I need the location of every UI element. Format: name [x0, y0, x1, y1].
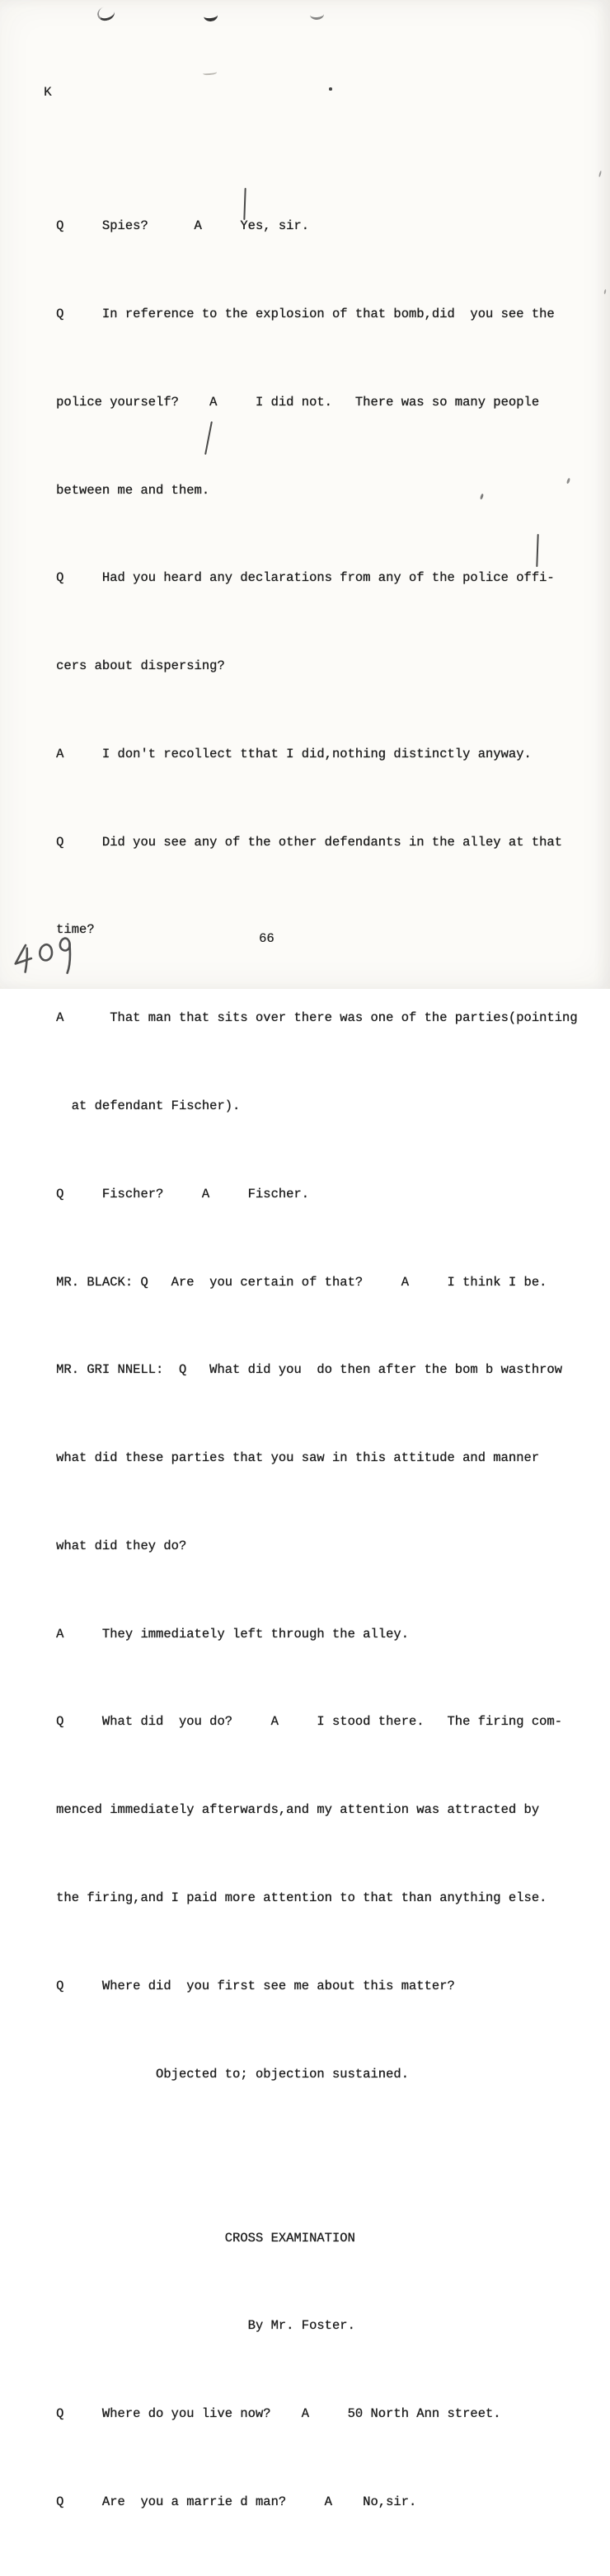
transcript-line: what did these parties that you saw in this attitude and manner	[56, 1450, 539, 1466]
transcript-line: cers about dispersing?	[56, 658, 225, 674]
ink-fleck	[598, 171, 602, 177]
transcript-line: at defendant Fischer).	[56, 1098, 241, 1113]
transcript-line: Q What did you do? A I stood there. The firing com-	[56, 1714, 562, 1730]
section-heading-cross-examination: CROSS EXAMINATION	[56, 2230, 355, 2246]
transcript-line: MR. BLACK: Q Are you certain of that? A I think I be.	[56, 1274, 547, 1290]
transcript-line: menced immediately afterwards,and my attention was attracted by	[56, 1802, 539, 1818]
transcript-line: police yourself? A I did not. There was so many people	[56, 394, 539, 410]
transcript-line: between me and them.	[56, 482, 210, 498]
scan-smudge	[203, 68, 218, 75]
transcript-line: Q Did you see any of the other defendants in the alley at that	[56, 834, 562, 850]
section-gap	[56, 2147, 578, 2165]
transcript-body	[56, 153, 578, 2576]
scan-smudge	[310, 8, 325, 20]
objection-note: Objected to; objection sustained.	[56, 2066, 409, 2082]
transcript-line: A They immediately left through the alley.	[56, 1626, 409, 1642]
transcript-line: Q Spies? A Yes, sir.	[56, 218, 309, 234]
transcript-line: Q Are you a marrie d man? A No,sir.	[56, 2494, 417, 2509]
transcript-line: Q In reference to the explosion of that bomb,did you see the	[56, 306, 555, 321]
transcript-line: MR. GRI NNELL: Q What did you do then after the bom b wasthrow	[56, 1362, 562, 1378]
examiner-byline: By Mr. Foster.	[56, 2318, 355, 2334]
ink-fleck	[329, 87, 332, 91]
transcript-line: what did they do?	[56, 1538, 187, 1553]
scan-smudge	[96, 5, 115, 23]
ink-fleck	[603, 289, 606, 294]
transcript-line: A I don't recollect tthat I did,nothing distinctly anyway.	[56, 746, 532, 761]
scan-smudge	[203, 9, 218, 22]
transcript-line: Q Fischer? A Fischer.	[56, 1186, 309, 1201]
transcript-line: Q Where did you first see me about this matter?	[56, 1978, 455, 1993]
transcript-line: the firing,and I paid more attention to that than anything else.	[56, 1890, 547, 1906]
margin-letter: K	[44, 85, 52, 100]
transcript-line: Q Where do you live now? A 50 North Ann street.	[56, 2406, 501, 2422]
transcript-line: Q Had you heard any declarations from any of the police offi-	[56, 570, 555, 586]
transcript-line: A That man that sits over there was one of the parties(pointing	[56, 1010, 578, 1026]
page-number: 66	[259, 931, 274, 946]
transcript-line: time?	[56, 922, 95, 938]
